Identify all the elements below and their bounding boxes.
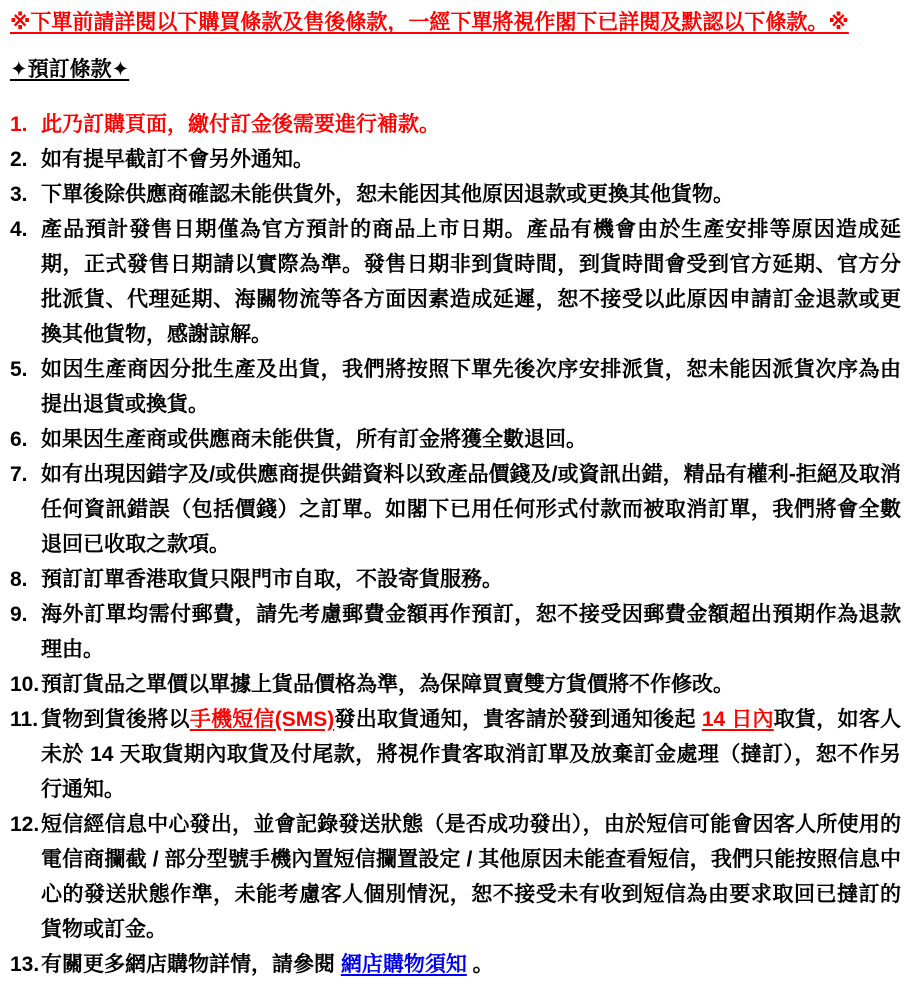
item-number: 7.: [10, 463, 28, 486]
item-text: [41, 562, 901, 597]
item-number: 2.: [10, 148, 28, 171]
page-title: ※下單前請詳閱以下購買條款及售後條款，一經下單將視作閣下已詳閱及默認以下條款。※: [10, 11, 849, 34]
text-segment: 預訂貨品之單價以單據上貨品價格為準，為保障買賣雙方貨價將不作修改。: [41, 673, 734, 696]
text-segment: 此乃訂購頁面，繳付訂金後需要進行補款。: [41, 113, 440, 136]
text-segment: 貨物到貨後將以: [41, 708, 190, 731]
item-text: [41, 142, 901, 177]
text-segment: 發出取貨通知，貴客請於發到通知後起: [334, 708, 702, 731]
text-segment: 如因生產商因分批生產及出貨，我們將按照下單先後次序安排派貨，恕未能因派貨次序為由提出退貨或換貨。: [41, 358, 901, 416]
item-text: [41, 212, 901, 352]
item-number: 11.: [10, 708, 39, 731]
terms-item-6: [10, 422, 901, 457]
shop-notice-link[interactable]: 網店購物須知: [340, 953, 467, 976]
item-number: 8.: [10, 568, 28, 591]
item-text: [41, 807, 901, 947]
text-segment: 如有提早截訂不會另外通知。: [41, 148, 314, 171]
terms-item-4: [10, 212, 901, 352]
item-text: [41, 702, 901, 807]
item-text: [41, 352, 901, 422]
terms-item-12: [10, 807, 901, 947]
text-segment: 手機短信(SMS): [189, 708, 335, 731]
terms-list: [10, 107, 901, 982]
terms-item-13: [10, 947, 901, 982]
item-number: 1.: [10, 113, 28, 136]
terms-item-5: [10, 352, 901, 422]
terms-item-1: [10, 107, 901, 142]
text-segment: 如有出現因錯字及/或供應商提供錯資料以致產品價錢及/或資訊出錯，精品有權利-拒絕及取消任何資訊錯誤（包括價錢）之訂單。如閣下已用任何形式付款而被取消訂單，我們將會全數退回已收取之款項。: [41, 463, 901, 556]
item-text: [41, 107, 901, 142]
terms-item-10: [10, 667, 901, 702]
item-text: [41, 457, 901, 562]
item-number: 4.: [10, 218, 28, 241]
item-number: 3.: [10, 183, 28, 206]
text-segment: 海外訂單均需付郵費，請先考慮郵費金額再作預訂，恕不接受因郵費金額超出預期作為退款理由。: [41, 603, 901, 661]
terms-item-3: [10, 177, 901, 212]
terms-item-7: [10, 457, 901, 562]
text-segment: 14 日內: [701, 708, 774, 731]
text-segment: 下單後除供應商確認未能供貨外，恕未能因其他原因退款或更換其他貨物。: [41, 183, 734, 206]
item-number: 12.: [10, 813, 40, 836]
item-text: [41, 947, 901, 982]
section-header-label: ✦預訂條款✦: [10, 58, 130, 81]
item-text: [41, 597, 901, 667]
text-segment: 產品預計發售日期僅為官方預計的商品上市日期。產品有機會由於生產安排等原因造成延期，正式發售日期請以實際為準。發售日期非到貨時間，到貨時間會受到官方延期、官方分批派貨、代理延期、海關物流等各方面因素造成延遲，恕不接受以此原因申請訂金退款或更換其他貨物，感謝諒解。: [41, 218, 901, 346]
text-segment: 如果因生產商或供應商未能供貨，所有訂金將獲全數退回。: [41, 428, 587, 451]
item-text: [41, 177, 901, 212]
text-segment: 短信經信息中心發出，並會記錄發送狀態（是否成功發出），由於短信可能會因客人所使用的電信商攔截 / 部分型號手機內置短信攔置設定 / 其他原因未能查看短信，我們只能按照信息中心的發送狀態作準，未能考慮客人個別情況，恕不接受未有收到短信為由要求取回已撻訂的貨物或訂金。: [41, 813, 901, 941]
item-number: 9.: [10, 603, 28, 626]
text-segment: 預訂訂單香港取貨只限門市自取，不設寄貨服務。: [41, 568, 503, 591]
item-text: [41, 667, 901, 702]
terms-item-9: [10, 597, 901, 667]
item-number: 13.: [10, 953, 40, 976]
item-text: [41, 422, 901, 457]
text-segment: 有關更多網店購物詳情，請參閱: [41, 953, 341, 976]
item-number: 5.: [10, 358, 28, 381]
item-number: 6.: [10, 428, 28, 451]
text-segment: 。: [466, 953, 494, 976]
text-segment: 取貨，如客人未於 14 天取貨期內取貨及付尾款，將視作貴客取消訂單及放棄訂金處理（撻訂），恕不作另行通知。: [41, 708, 902, 801]
terms-item-8: [10, 562, 901, 597]
item-number: 10.: [10, 673, 40, 696]
terms-item-2: [10, 142, 901, 177]
section-header: [10, 55, 901, 84]
terms-item-11: [10, 702, 901, 807]
